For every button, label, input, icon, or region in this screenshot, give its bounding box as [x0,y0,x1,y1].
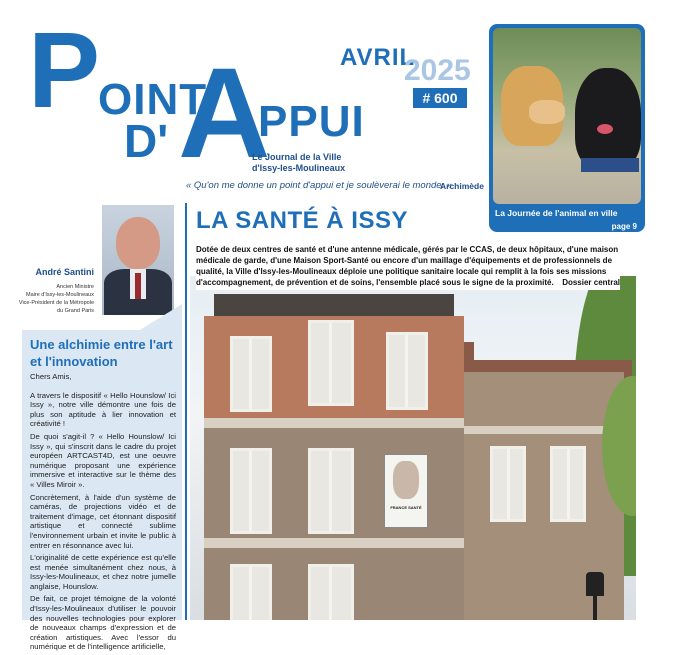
issue-month: AVRIL [340,44,416,71]
issue-year: 2025 [404,54,471,87]
masthead-quote: « Qu'on me donne un point d'appui et je soulèverai le monde. » [186,180,453,191]
building-photo [190,276,636,620]
poster-portrait [393,461,419,499]
editorial-paragraph: De quoi s'agit-il ? « Hello Hounslow/ Ici Issy », qui s'inscrit dans le cadre du projet européen ARTCAST4D, est une oeuvre numérique proposant une expérience immersive et interactive sur le thème des « Villes Miroir ». [30,431,176,489]
window [490,446,526,522]
issue-number-badge: # 600 [413,88,467,108]
window [550,446,586,522]
black-dog [575,68,641,168]
dog-tongue [597,124,613,134]
logo-letter-a: A [178,42,271,185]
portrait-head [116,217,160,269]
stone-band [204,418,464,428]
stone-band [204,538,464,548]
section-reference: Dossier central [562,278,620,287]
window [386,332,428,410]
editorial-paragraph: A travers le dispositif « Hello Hounslow/ Ici Issy », notre ville démontre une fois de plus son aptitude à lier innovation et créativité ! [30,390,176,429]
logo-word-ppui: PPUI [258,97,365,146]
window [308,564,354,620]
window [230,564,272,620]
editorial-body [30,372,176,655]
feature-caption: La Journée de l'animal en ville [495,208,618,218]
column-divider [185,203,187,620]
author-name: André Santini [35,267,94,277]
editorial-paragraph: De fait, ce projet témoigne de la volonté d'Issy-les-Moulineaux d'utiliser le pouvoir des nouvelles technologies pour explorer de nouveaux champs d'expression et de création artistiques. Avec l'essor du numérique et de l'intelligence artificielle, [30,594,176,652]
quote-author: Archimède [440,181,484,191]
logo-prefix-d: D' [124,115,169,167]
editorial-title: Une alchimie entre l'art et l'innovation [30,337,173,369]
author-portrait [102,205,174,315]
author-titles: Ancien Ministre Maire d'Issy-les-Moulineaux Vice-Président de la Métropole du Grand Paris [18,284,94,314]
street-lamp [586,572,604,596]
dogs-photo [493,28,641,204]
portrait-tie [135,273,141,299]
editorial-paragraph: L'originalité de cette expérience est qu'elle est menée simultanément chez nous, à Issy-les-Moulineaux, et chez notre jumelle anglaise, Hounslow. [30,553,176,591]
editorial-paragraph: Concrètement, à l'aide d'un système de caméras, de projections vidéo et de traitement d'image, cet étonnant dispositif artistique et connecté sublime l'environnement urbain et invite le public à entrer en résonnance avec lui. [30,492,176,550]
article-headline: LA SANTÉ À ISSY [196,207,408,234]
labrador-snout [529,100,565,124]
facade-poster [384,454,428,528]
lamp-post [593,594,597,620]
window [308,320,354,406]
window [230,336,272,412]
editorial-greeting: Chers Amis, [30,372,72,381]
logo-word-oint: OINT [98,75,208,124]
masthead [0,0,480,190]
wing-band [464,426,624,434]
window [308,448,354,534]
feature-box[interactable] [489,24,645,232]
poster-text: FRANCE SANTÉ [390,505,422,510]
dog-harness [581,158,639,172]
logo-letter-p: P [28,9,101,130]
article-lede: Dotée de deux centres de santé et d'une antenne médicale, gérés par le CCAS, de deux hôpitaux, d'une maison médicale de garde, d'une Maison Sport-Santé ou encore d'un maillage d'équipements et de professionnels de qualité, la Ville d'Issy-les-Moulineaux déploie une politique sanitaire locale qui remplit à la fois ses missions d'accompagnement, de prévention et de soins, l'ensemble placé sous le signe de la proximité. Dossier central [196,244,620,290]
journal-subtitle: Le Journal de la Ville d'Issy-les-Moulineaux [252,152,346,173]
feature-page-ref: page 9 [611,222,637,231]
window [230,448,272,534]
